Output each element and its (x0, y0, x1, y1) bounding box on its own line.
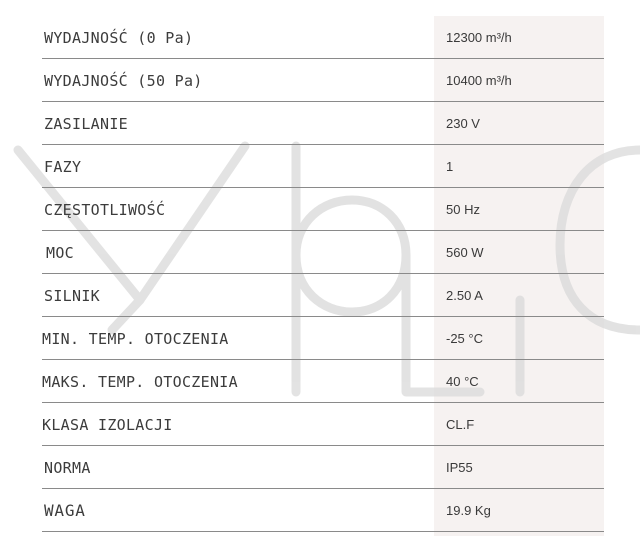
spec-row-standard (42, 446, 604, 489)
spec-label: MAKS. TEMP. OTOCZENIA (42, 373, 238, 391)
spec-value: 10400 m³/h (446, 73, 512, 88)
spec-label: ZASILANIE (44, 115, 128, 133)
spec-value: 12300 m³/h (446, 30, 512, 45)
spec-row-phases (42, 145, 604, 188)
spec-label: NORMA (44, 459, 91, 477)
spec-row-airflow-50pa (42, 59, 604, 102)
spec-value: 19.9 Kg (446, 503, 491, 518)
spec-label: WYDAJNOŚĆ (50 Pa) (44, 72, 203, 90)
spec-value: CL.F (446, 417, 475, 432)
spec-value: -25 °C (446, 331, 483, 346)
spec-label: MOC (46, 244, 74, 262)
spec-row-frequency (42, 188, 604, 231)
spec-value: 1 (446, 159, 454, 174)
spec-row-airflow-0pa (42, 16, 604, 59)
spec-label: WYDAJNOŚĆ (0 Pa) (44, 29, 194, 47)
spec-label: KLASA IZOLACJI (42, 416, 173, 434)
spec-value: 50 Hz (446, 202, 480, 217)
spec-table (42, 16, 604, 532)
spec-value: 2.50 A (446, 288, 483, 303)
spec-label: CZĘSTOTLIWOŚĆ (44, 201, 166, 219)
spec-row-max-ambient-temp (42, 360, 604, 403)
spec-row-power (42, 231, 604, 274)
spec-value: 230 V (446, 116, 480, 131)
spec-row-min-ambient-temp (42, 317, 604, 360)
spec-label: SILNIK (44, 287, 100, 305)
spec-row-power-supply (42, 102, 604, 145)
spec-value: 560 W (446, 245, 484, 260)
spec-value: 40 °C (446, 374, 479, 389)
spec-label: WAGA (44, 501, 86, 520)
spec-row-weight (42, 489, 604, 532)
spec-row-motor (42, 274, 604, 317)
spec-value: IP55 (446, 460, 473, 475)
spec-label: FAZY (44, 158, 82, 176)
spec-row-insulation-class (42, 403, 604, 446)
spec-label: MIN. TEMP. OTOCZENIA (42, 330, 229, 348)
